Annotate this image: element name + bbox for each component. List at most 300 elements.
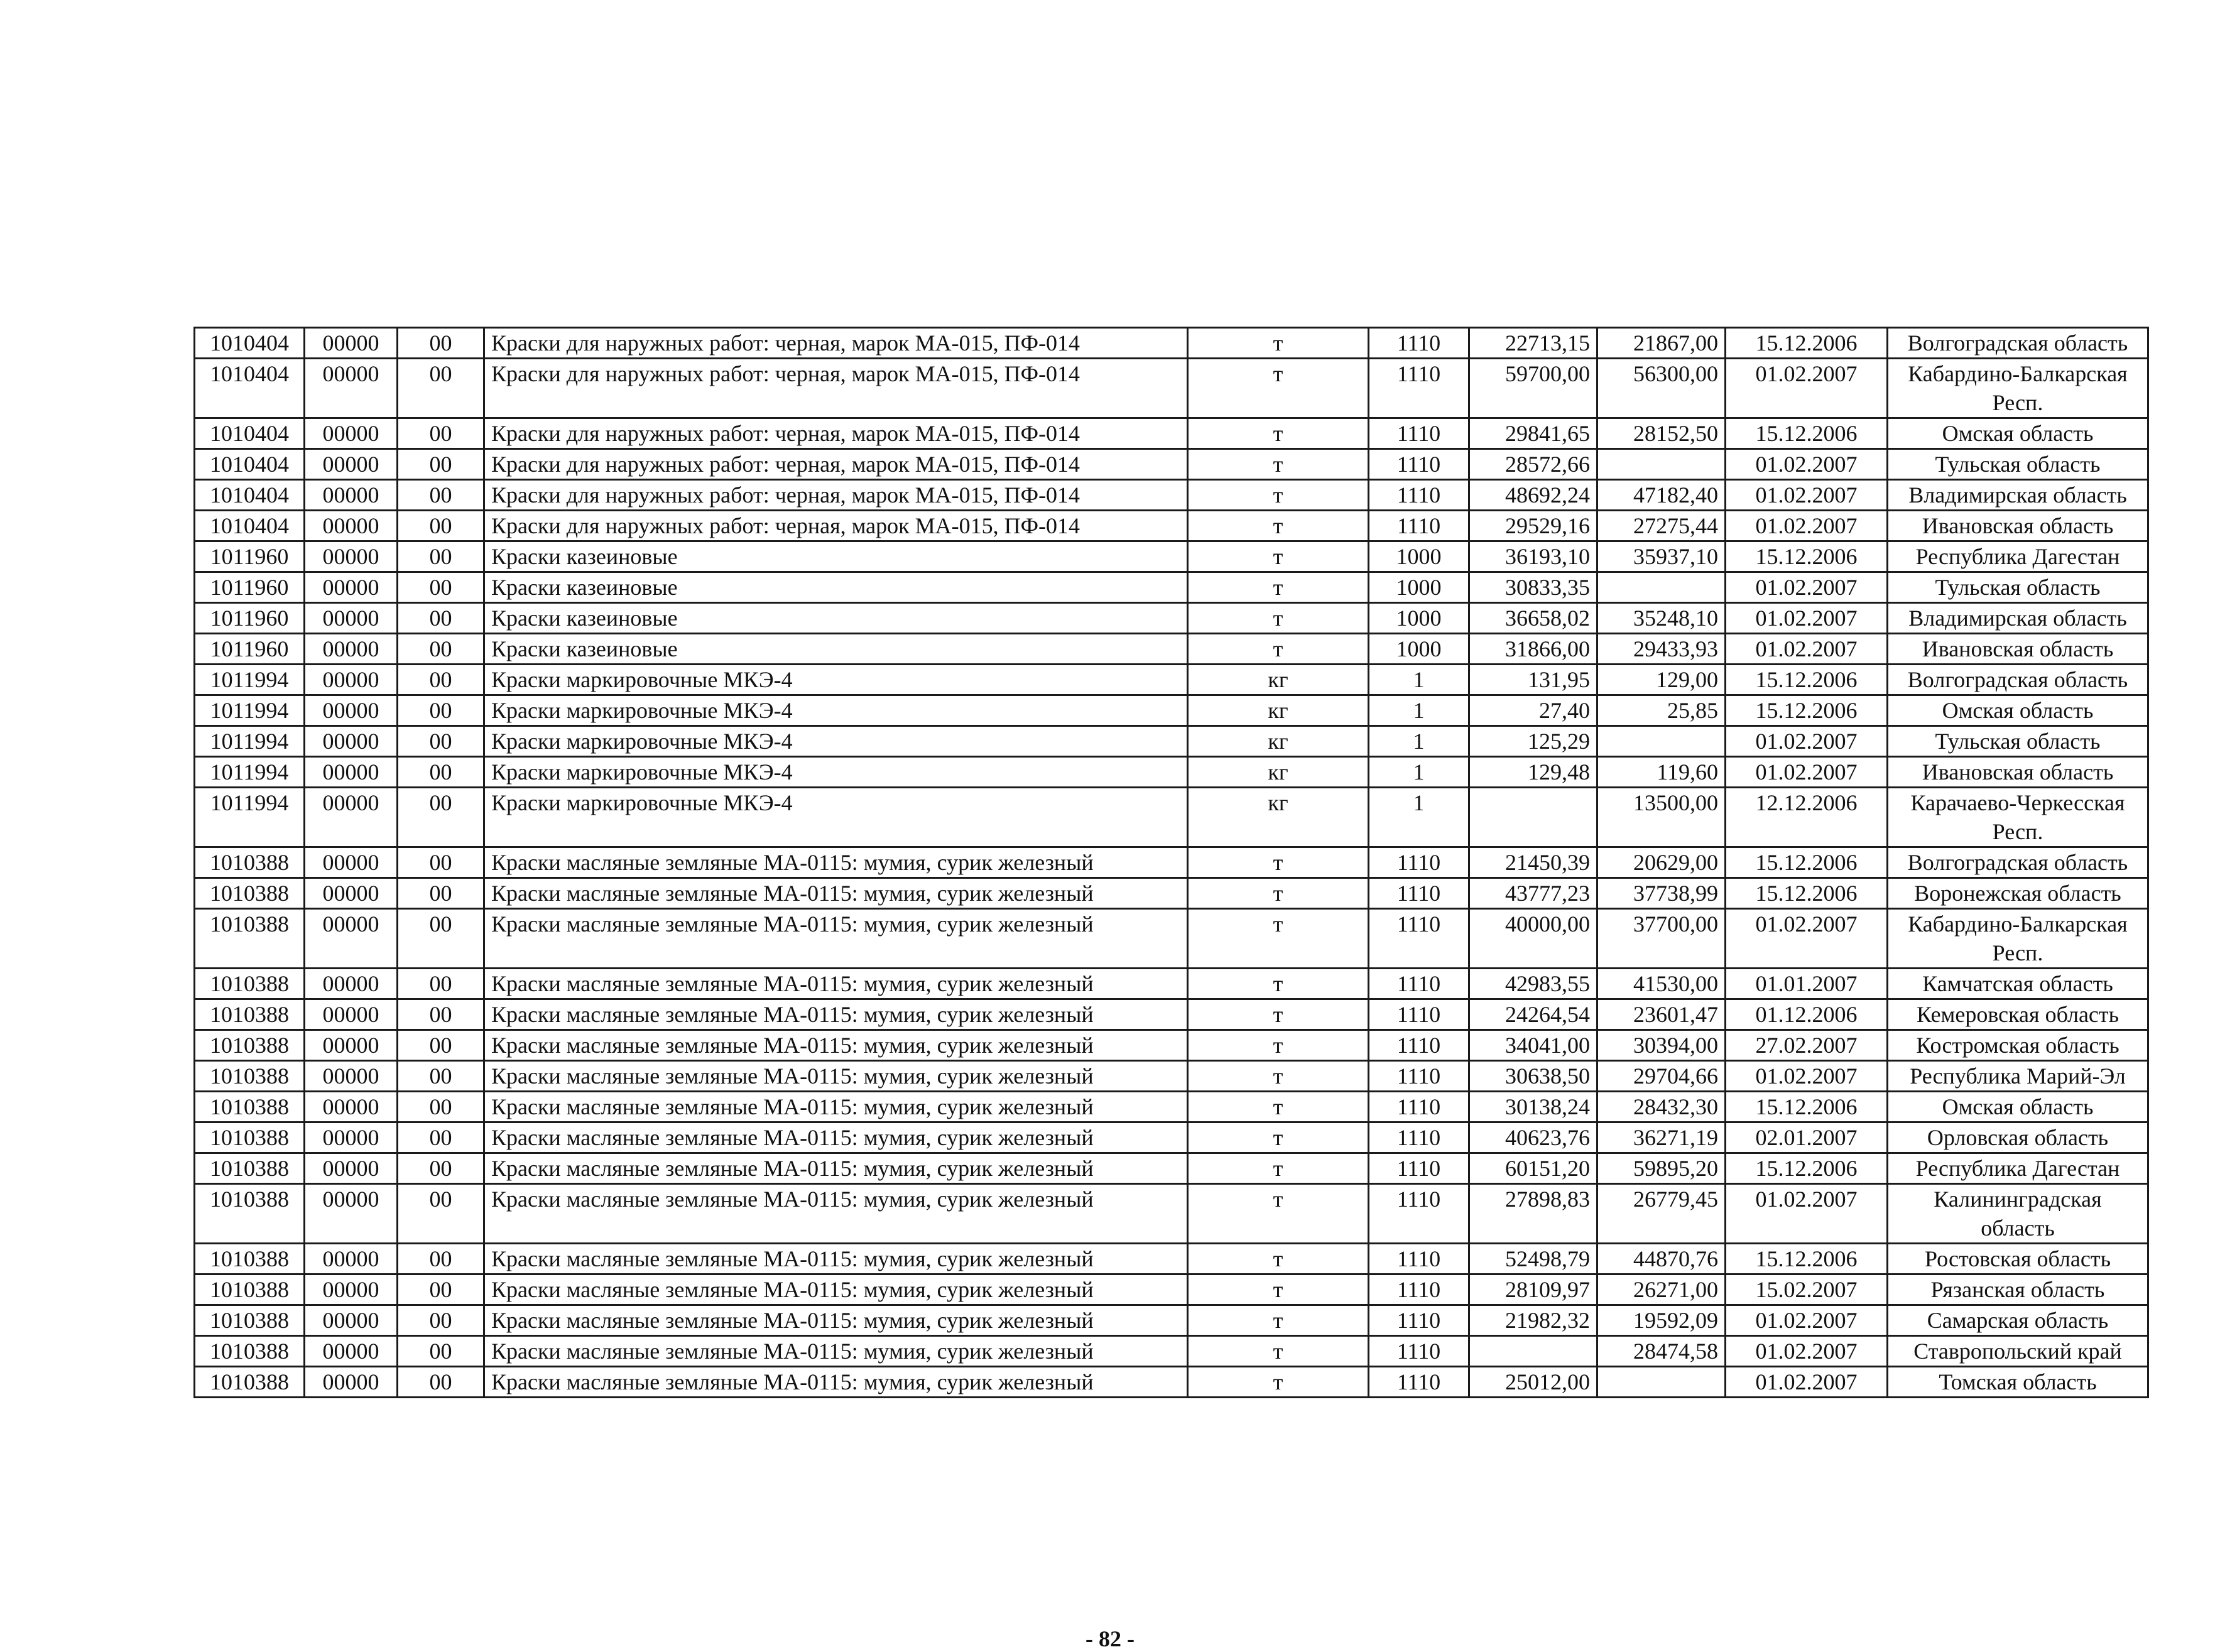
cell-region: Карачаево-Черкесская Респ. xyxy=(1888,788,2148,847)
cell-number: 00 xyxy=(398,999,484,1030)
cell-price-1: 28572,66 xyxy=(1469,449,1597,480)
cell-price-1: 29841,65 xyxy=(1469,418,1597,449)
cell-code: 1010388 xyxy=(195,847,305,878)
cell-region: Камчатская область xyxy=(1888,969,2148,999)
cell-region: Орловская область xyxy=(1888,1122,2148,1153)
cell-date: 01.02.2007 xyxy=(1726,359,1888,418)
cell-unit: т xyxy=(1188,1367,1369,1398)
cell-region: Волгоградская область xyxy=(1888,665,2148,695)
cell-number: 00 xyxy=(398,1061,484,1092)
cell-unit-code: 1110 xyxy=(1369,1274,1469,1305)
cell-price-2: 59895,20 xyxy=(1597,1153,1726,1184)
cell-product-name: Краски для наружных работ: черная, марок МА-015, ПФ-014 xyxy=(484,328,1188,359)
cell-product-name: Краски масляные земляные МА-0115: мумия, сурик железный xyxy=(484,1122,1188,1153)
cell-number: 00 xyxy=(398,1092,484,1122)
cell-product-name: Краски маркировочные МКЭ-4 xyxy=(484,726,1188,757)
table-row xyxy=(195,999,2148,1030)
cell-date: 01.02.2007 xyxy=(1726,909,1888,969)
cell-unit-code: 1 xyxy=(1369,788,1469,847)
cell-unit-code: 1000 xyxy=(1369,541,1469,572)
cell-unit: т xyxy=(1188,1153,1369,1184)
cell-date: 15.12.2006 xyxy=(1726,418,1888,449)
cell-price-1: 27,40 xyxy=(1469,695,1597,726)
cell-code: 1010404 xyxy=(195,418,305,449)
table-row xyxy=(195,1274,2148,1305)
cell-unit: т xyxy=(1188,1061,1369,1092)
cell-price-1: 129,48 xyxy=(1469,757,1597,788)
cell-date: 01.02.2007 xyxy=(1726,634,1888,665)
cell-price-2: 23601,47 xyxy=(1597,999,1726,1030)
cell-number: 00 xyxy=(398,757,484,788)
cell-unit-code: 1110 xyxy=(1369,1244,1469,1274)
cell-product-name: Краски маркировочные МКЭ-4 xyxy=(484,757,1188,788)
cell-price-1: 125,29 xyxy=(1469,726,1597,757)
cell-number: 00 xyxy=(398,634,484,665)
cell-number: 00 xyxy=(398,1305,484,1336)
cell-unit-code: 1110 xyxy=(1369,847,1469,878)
cell-date: 15.12.2006 xyxy=(1726,1092,1888,1122)
cell-price-1: 48692,24 xyxy=(1469,480,1597,511)
cell-product-name: Краски маркировочные МКЭ-4 xyxy=(484,788,1188,847)
cell-number: 00 xyxy=(398,1030,484,1061)
cell-unit: т xyxy=(1188,511,1369,541)
table-row xyxy=(195,1367,2148,1398)
cell-subcode: 00000 xyxy=(305,541,398,572)
cell-unit-code: 1 xyxy=(1369,726,1469,757)
cell-subcode: 00000 xyxy=(305,1184,398,1244)
cell-date: 01.02.2007 xyxy=(1726,511,1888,541)
page-number: - 82 - xyxy=(1086,1626,1134,1651)
cell-unit: т xyxy=(1188,1244,1369,1274)
cell-number: 00 xyxy=(398,603,484,634)
cell-unit: кг xyxy=(1188,757,1369,788)
cell-unit: т xyxy=(1188,359,1369,418)
table-body xyxy=(195,328,2148,1398)
cell-code: 1011994 xyxy=(195,788,305,847)
cell-price-1: 34041,00 xyxy=(1469,1030,1597,1061)
cell-product-name: Краски маркировочные МКЭ-4 xyxy=(484,695,1188,726)
table-row xyxy=(195,418,2148,449)
cell-number: 00 xyxy=(398,418,484,449)
cell-number: 00 xyxy=(398,1184,484,1244)
cell-code: 1010388 xyxy=(195,1153,305,1184)
table-row xyxy=(195,665,2148,695)
table-row xyxy=(195,572,2148,603)
cell-product-name: Краски масляные земляные МА-0115: мумия, сурик железный xyxy=(484,1367,1188,1398)
table-row xyxy=(195,603,2148,634)
cell-unit: т xyxy=(1188,1092,1369,1122)
table-row xyxy=(195,1122,2148,1153)
cell-unit-code: 1110 xyxy=(1369,909,1469,969)
cell-unit: т xyxy=(1188,328,1369,359)
cell-number: 00 xyxy=(398,1122,484,1153)
cell-price-2: 28152,50 xyxy=(1597,418,1726,449)
cell-code: 1010388 xyxy=(195,1061,305,1092)
cell-region: Рязанская область xyxy=(1888,1274,2148,1305)
table-row xyxy=(195,1061,2148,1092)
cell-region: Воронежская область xyxy=(1888,878,2148,909)
cell-product-name: Краски казеиновые xyxy=(484,541,1188,572)
cell-subcode: 00000 xyxy=(305,999,398,1030)
cell-code: 1011994 xyxy=(195,757,305,788)
cell-product-name: Краски масляные земляные МА-0115: мумия, сурик железный xyxy=(484,878,1188,909)
table-row xyxy=(195,634,2148,665)
cell-price-1 xyxy=(1469,788,1597,847)
cell-date: 01.02.2007 xyxy=(1726,1184,1888,1244)
cell-product-name: Краски для наружных работ: черная, марок МА-015, ПФ-014 xyxy=(484,480,1188,511)
cell-code: 1010388 xyxy=(195,1305,305,1336)
cell-region: Республика Дагестан xyxy=(1888,1153,2148,1184)
cell-date: 01.01.2007 xyxy=(1726,969,1888,999)
cell-unit-code: 1110 xyxy=(1369,418,1469,449)
cell-unit: т xyxy=(1188,1305,1369,1336)
cell-unit-code: 1110 xyxy=(1369,999,1469,1030)
cell-number: 00 xyxy=(398,328,484,359)
cell-subcode: 00000 xyxy=(305,634,398,665)
cell-unit: кг xyxy=(1188,726,1369,757)
cell-region: Кабардино-Балкарская Респ. xyxy=(1888,359,2148,418)
cell-date: 15.12.2006 xyxy=(1726,1244,1888,1274)
cell-number: 00 xyxy=(398,541,484,572)
cell-date: 01.02.2007 xyxy=(1726,1305,1888,1336)
table-row xyxy=(195,1336,2148,1367)
cell-date: 15.12.2006 xyxy=(1726,665,1888,695)
cell-unit: т xyxy=(1188,572,1369,603)
cell-unit: т xyxy=(1188,999,1369,1030)
cell-unit-code: 1110 xyxy=(1369,511,1469,541)
cell-subcode: 00000 xyxy=(305,726,398,757)
cell-region: Республика Марий-Эл xyxy=(1888,1061,2148,1092)
cell-price-1: 52498,79 xyxy=(1469,1244,1597,1274)
cell-unit: т xyxy=(1188,418,1369,449)
cell-unit-code: 1110 xyxy=(1369,1367,1469,1398)
cell-price-1: 59700,00 xyxy=(1469,359,1597,418)
cell-unit: т xyxy=(1188,634,1369,665)
cell-unit: т xyxy=(1188,1030,1369,1061)
cell-price-2: 25,85 xyxy=(1597,695,1726,726)
cell-date: 12.12.2006 xyxy=(1726,788,1888,847)
table-row xyxy=(195,511,2148,541)
cell-date: 01.02.2007 xyxy=(1726,603,1888,634)
cell-price-2: 28474,58 xyxy=(1597,1336,1726,1367)
cell-price-2: 44870,76 xyxy=(1597,1244,1726,1274)
cell-price-1: 30638,50 xyxy=(1469,1061,1597,1092)
cell-price-2: 29433,93 xyxy=(1597,634,1726,665)
cell-unit-code: 1110 xyxy=(1369,359,1469,418)
cell-region: Тульская область xyxy=(1888,572,2148,603)
cell-price-2: 26271,00 xyxy=(1597,1274,1726,1305)
cell-number: 00 xyxy=(398,695,484,726)
cell-number: 00 xyxy=(398,726,484,757)
cell-price-2: 13500,00 xyxy=(1597,788,1726,847)
cell-subcode: 00000 xyxy=(305,1092,398,1122)
cell-region: Ивановская область xyxy=(1888,757,2148,788)
cell-number: 00 xyxy=(398,1274,484,1305)
cell-number: 00 xyxy=(398,847,484,878)
cell-product-name: Краски масляные земляные МА-0115: мумия, сурик железный xyxy=(484,1153,1188,1184)
cell-product-name: Краски для наружных работ: черная, марок МА-015, ПФ-014 xyxy=(484,511,1188,541)
cell-price-2 xyxy=(1597,1367,1726,1398)
cell-price-1: 21450,39 xyxy=(1469,847,1597,878)
cell-price-1: 25012,00 xyxy=(1469,1367,1597,1398)
cell-price-1: 21982,32 xyxy=(1469,1305,1597,1336)
cell-price-2: 35937,10 xyxy=(1597,541,1726,572)
cell-region: Владимирская область xyxy=(1888,603,2148,634)
cell-product-name: Краски масляные земляные МА-0115: мумия, сурик железный xyxy=(484,1305,1188,1336)
cell-price-2: 30394,00 xyxy=(1597,1030,1726,1061)
table-row xyxy=(195,878,2148,909)
cell-number: 00 xyxy=(398,909,484,969)
cell-product-name: Краски масляные земляные МА-0115: мумия, сурик железный xyxy=(484,1274,1188,1305)
cell-number: 00 xyxy=(398,665,484,695)
cell-date: 15.12.2006 xyxy=(1726,695,1888,726)
cell-number: 00 xyxy=(398,1244,484,1274)
cell-number: 00 xyxy=(398,1336,484,1367)
cell-code: 1010388 xyxy=(195,909,305,969)
cell-subcode: 00000 xyxy=(305,788,398,847)
cell-price-1: 28109,97 xyxy=(1469,1274,1597,1305)
cell-subcode: 00000 xyxy=(305,1153,398,1184)
cell-subcode: 00000 xyxy=(305,1244,398,1274)
cell-product-name: Краски казеиновые xyxy=(484,603,1188,634)
cell-code: 1010388 xyxy=(195,1274,305,1305)
cell-code: 1010404 xyxy=(195,328,305,359)
cell-price-2: 20629,00 xyxy=(1597,847,1726,878)
cell-code: 1011960 xyxy=(195,603,305,634)
cell-code: 1011960 xyxy=(195,634,305,665)
cell-date: 02.01.2007 xyxy=(1726,1122,1888,1153)
cell-price-2: 19592,09 xyxy=(1597,1305,1726,1336)
cell-subcode: 00000 xyxy=(305,1122,398,1153)
cell-product-name: Краски масляные земляные МА-0115: мумия, сурик железный xyxy=(484,999,1188,1030)
cell-code: 1010388 xyxy=(195,878,305,909)
cell-unit-code: 1 xyxy=(1369,757,1469,788)
cell-product-name: Краски масляные земляные МА-0115: мумия, сурик железный xyxy=(484,1336,1188,1367)
cell-unit: т xyxy=(1188,878,1369,909)
cell-region: Тульская область xyxy=(1888,449,2148,480)
price-table xyxy=(193,327,2149,1398)
cell-date: 01.02.2007 xyxy=(1726,726,1888,757)
cell-number: 00 xyxy=(398,572,484,603)
cell-unit-code: 1110 xyxy=(1369,1305,1469,1336)
cell-price-1: 31866,00 xyxy=(1469,634,1597,665)
cell-region: Кабардино-Балкарская Респ. xyxy=(1888,909,2148,969)
cell-unit: т xyxy=(1188,541,1369,572)
cell-price-2: 41530,00 xyxy=(1597,969,1726,999)
cell-code: 1010388 xyxy=(195,999,305,1030)
table-row xyxy=(195,847,2148,878)
cell-product-name: Краски масляные земляные МА-0115: мумия, сурик железный xyxy=(484,1184,1188,1244)
cell-region: Республика Дагестан xyxy=(1888,541,2148,572)
cell-region: Волгоградская область xyxy=(1888,847,2148,878)
table-row xyxy=(195,1244,2148,1274)
cell-price-2 xyxy=(1597,572,1726,603)
cell-price-1: 60151,20 xyxy=(1469,1153,1597,1184)
cell-product-name: Краски масляные земляные МА-0115: мумия, сурик железный xyxy=(484,909,1188,969)
cell-subcode: 00000 xyxy=(305,1030,398,1061)
cell-subcode: 00000 xyxy=(305,603,398,634)
cell-unit: т xyxy=(1188,449,1369,480)
cell-region: Ставропольский край xyxy=(1888,1336,2148,1367)
cell-price-2: 35248,10 xyxy=(1597,603,1726,634)
cell-subcode: 00000 xyxy=(305,878,398,909)
cell-product-name: Краски масляные земляные МА-0115: мумия, сурик железный xyxy=(484,969,1188,999)
cell-subcode: 00000 xyxy=(305,572,398,603)
cell-unit-code: 1110 xyxy=(1369,1092,1469,1122)
table-row xyxy=(195,541,2148,572)
table-row xyxy=(195,1030,2148,1061)
cell-number: 00 xyxy=(398,449,484,480)
cell-unit-code: 1110 xyxy=(1369,1153,1469,1184)
cell-subcode: 00000 xyxy=(305,847,398,878)
cell-date: 15.12.2006 xyxy=(1726,878,1888,909)
cell-price-1: 30833,35 xyxy=(1469,572,1597,603)
cell-price-1: 36658,02 xyxy=(1469,603,1597,634)
cell-date: 15.12.2006 xyxy=(1726,847,1888,878)
cell-price-2: 21867,00 xyxy=(1597,328,1726,359)
cell-unit-code: 1110 xyxy=(1369,1122,1469,1153)
cell-price-2: 47182,40 xyxy=(1597,480,1726,511)
cell-date: 01.02.2007 xyxy=(1726,449,1888,480)
cell-price-1: 24264,54 xyxy=(1469,999,1597,1030)
cell-price-2: 26779,45 xyxy=(1597,1184,1726,1244)
cell-product-name: Краски для наружных работ: черная, марок МА-015, ПФ-014 xyxy=(484,449,1188,480)
cell-code: 1010404 xyxy=(195,480,305,511)
cell-unit: т xyxy=(1188,909,1369,969)
cell-price-2: 36271,19 xyxy=(1597,1122,1726,1153)
cell-unit-code: 1 xyxy=(1369,665,1469,695)
cell-subcode: 00000 xyxy=(305,665,398,695)
cell-price-1: 131,95 xyxy=(1469,665,1597,695)
cell-subcode: 00000 xyxy=(305,359,398,418)
cell-price-1: 29529,16 xyxy=(1469,511,1597,541)
cell-region: Самарская область xyxy=(1888,1305,2148,1336)
cell-subcode: 00000 xyxy=(305,328,398,359)
cell-code: 1010388 xyxy=(195,1184,305,1244)
cell-unit-code: 1000 xyxy=(1369,572,1469,603)
cell-subcode: 00000 xyxy=(305,695,398,726)
cell-price-1: 40623,76 xyxy=(1469,1122,1597,1153)
cell-code: 1010404 xyxy=(195,511,305,541)
cell-code: 1010388 xyxy=(195,1336,305,1367)
cell-product-name: Краски для наружных работ: черная, марок МА-015, ПФ-014 xyxy=(484,359,1188,418)
cell-product-name: Краски масляные земляные МА-0115: мумия, сурик железный xyxy=(484,1092,1188,1122)
cell-product-name: Краски казеиновые xyxy=(484,572,1188,603)
cell-date: 15.12.2006 xyxy=(1726,541,1888,572)
cell-price-2 xyxy=(1597,726,1726,757)
cell-product-name: Краски казеиновые xyxy=(484,634,1188,665)
cell-unit-code: 1000 xyxy=(1369,603,1469,634)
cell-unit: т xyxy=(1188,480,1369,511)
cell-product-name: Краски масляные земляные МА-0115: мумия, сурик железный xyxy=(484,1030,1188,1061)
cell-date: 01.02.2007 xyxy=(1726,757,1888,788)
cell-code: 1010388 xyxy=(195,969,305,999)
cell-subcode: 00000 xyxy=(305,449,398,480)
cell-date: 01.02.2007 xyxy=(1726,572,1888,603)
table-row xyxy=(195,359,2148,418)
cell-region: Ивановская область xyxy=(1888,634,2148,665)
cell-price-2: 37738,99 xyxy=(1597,878,1726,909)
cell-subcode: 00000 xyxy=(305,418,398,449)
cell-unit: т xyxy=(1188,969,1369,999)
cell-unit-code: 1110 xyxy=(1369,1061,1469,1092)
cell-number: 00 xyxy=(398,969,484,999)
cell-unit-code: 1 xyxy=(1369,695,1469,726)
cell-unit: т xyxy=(1188,1184,1369,1244)
table-row xyxy=(195,788,2148,847)
cell-region: Ивановская область xyxy=(1888,511,2148,541)
cell-price-1: 36193,10 xyxy=(1469,541,1597,572)
cell-number: 00 xyxy=(398,878,484,909)
cell-unit-code: 1110 xyxy=(1369,878,1469,909)
cell-subcode: 00000 xyxy=(305,1305,398,1336)
cell-unit-code: 1110 xyxy=(1369,328,1469,359)
cell-region: Кемеровская область xyxy=(1888,999,2148,1030)
cell-product-name: Краски масляные земляные МА-0115: мумия, сурик железный xyxy=(484,847,1188,878)
cell-subcode: 00000 xyxy=(305,1274,398,1305)
cell-region: Костромская область xyxy=(1888,1030,2148,1061)
cell-code: 1010388 xyxy=(195,1367,305,1398)
cell-price-2 xyxy=(1597,449,1726,480)
cell-price-1: 43777,23 xyxy=(1469,878,1597,909)
cell-region: Ростовская область xyxy=(1888,1244,2148,1274)
cell-region: Омская область xyxy=(1888,1092,2148,1122)
cell-unit: т xyxy=(1188,847,1369,878)
cell-region: Томская область xyxy=(1888,1367,2148,1398)
cell-code: 1010388 xyxy=(195,1030,305,1061)
cell-subcode: 00000 xyxy=(305,1061,398,1092)
cell-date: 15.02.2007 xyxy=(1726,1274,1888,1305)
cell-subcode: 00000 xyxy=(305,511,398,541)
cell-region: Омская область xyxy=(1888,418,2148,449)
cell-subcode: 00000 xyxy=(305,969,398,999)
cell-code: 1011960 xyxy=(195,572,305,603)
cell-region: Калининградская область xyxy=(1888,1184,2148,1244)
table-row xyxy=(195,1184,2148,1244)
cell-subcode: 00000 xyxy=(305,480,398,511)
cell-price-2: 28432,30 xyxy=(1597,1092,1726,1122)
cell-date: 01.02.2007 xyxy=(1726,1367,1888,1398)
cell-price-2: 56300,00 xyxy=(1597,359,1726,418)
table-row xyxy=(195,726,2148,757)
cell-region: Тульская область xyxy=(1888,726,2148,757)
table-row xyxy=(195,1305,2148,1336)
cell-price-2: 37700,00 xyxy=(1597,909,1726,969)
cell-subcode: 00000 xyxy=(305,757,398,788)
cell-unit-code: 1110 xyxy=(1369,1184,1469,1244)
cell-unit-code: 1110 xyxy=(1369,1030,1469,1061)
cell-code: 1011994 xyxy=(195,665,305,695)
cell-unit-code: 1110 xyxy=(1369,449,1469,480)
cell-region: Омская область xyxy=(1888,695,2148,726)
cell-product-name: Краски масляные земляные МА-0115: мумия, сурик железный xyxy=(484,1244,1188,1274)
cell-subcode: 00000 xyxy=(305,909,398,969)
cell-code: 1010404 xyxy=(195,359,305,418)
cell-price-1: 22713,15 xyxy=(1469,328,1597,359)
table-row xyxy=(195,1092,2148,1122)
cell-unit: кг xyxy=(1188,788,1369,847)
cell-date: 15.12.2006 xyxy=(1726,1153,1888,1184)
cell-code: 1011960 xyxy=(195,541,305,572)
cell-unit-code: 1110 xyxy=(1369,480,1469,511)
cell-code: 1010388 xyxy=(195,1092,305,1122)
cell-region: Владимирская область xyxy=(1888,480,2148,511)
cell-unit-code: 1110 xyxy=(1369,969,1469,999)
cell-date: 01.12.2006 xyxy=(1726,999,1888,1030)
cell-date: 01.02.2007 xyxy=(1726,1336,1888,1367)
cell-price-2: 119,60 xyxy=(1597,757,1726,788)
cell-price-1: 27898,83 xyxy=(1469,1184,1597,1244)
